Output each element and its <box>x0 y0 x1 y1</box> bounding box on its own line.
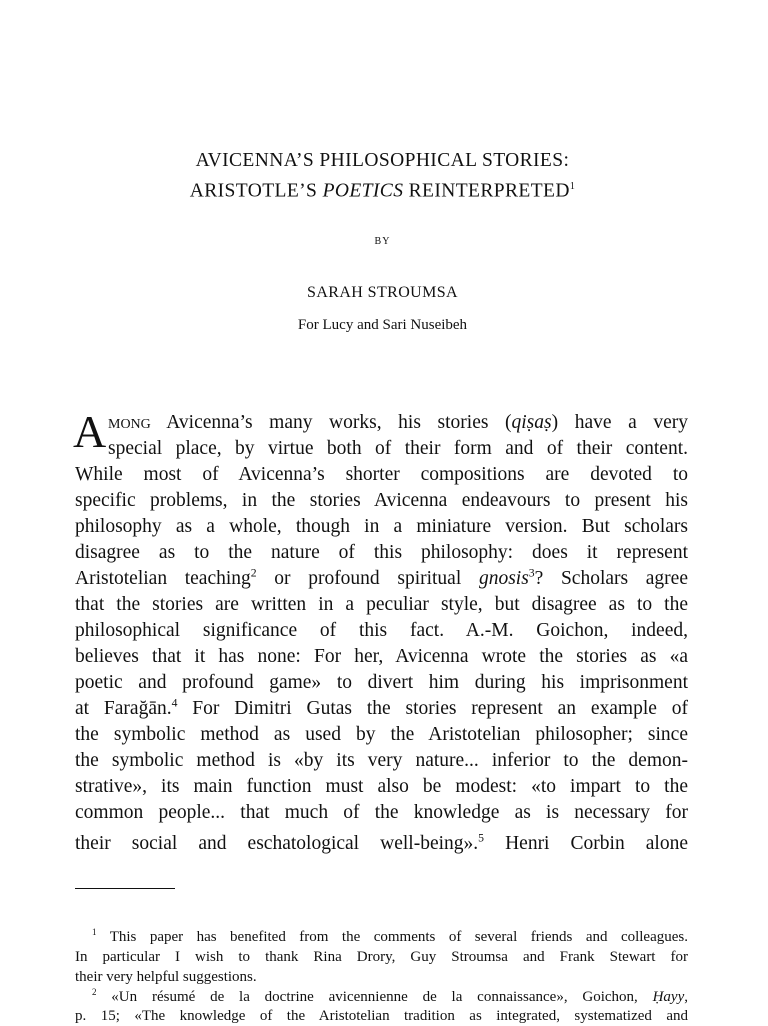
dedication: For Lucy and Sari Nuseibeh <box>297 317 468 333</box>
body-line-7 <box>75 566 688 592</box>
footnote-1-line-1 <box>92 927 688 947</box>
body-line-17-a: their social and eschatological well-being». <box>75 833 479 854</box>
body-line-16: common people... that much of the knowledge as is necessary for <box>75 802 688 823</box>
by-label: BY <box>374 236 391 247</box>
italic-hayy: Ḥayy <box>652 989 685 1005</box>
footnote-ref-5: 5 <box>478 831 485 845</box>
body-line-7-a: Aristotelian teaching <box>75 568 251 589</box>
body-line-6: disagree as to the nature of this philosophy: does it represent <box>75 542 688 563</box>
italic-qisas: qiṣaṣ <box>511 412 552 433</box>
footnote-ref-3: 3 <box>528 566 535 580</box>
body-line-17-b: Henri Corbin alone <box>484 833 688 854</box>
body-line-10: believes that it has none: For her, Avicenna wrote the stories as «a <box>75 646 688 667</box>
body-line-9: philosophical significance of this fact. A.-M. Goichon, indeed, <box>75 620 688 641</box>
body-line-1-a: Avicenna’s many works, his stories ( <box>150 412 512 433</box>
drop-cap: A <box>73 406 107 457</box>
author-name: SARAH STROUMSA <box>307 284 458 301</box>
title-footnote-marker: 1 <box>569 181 576 192</box>
footnote-2-text-1a: «Un résumé de la doctrine avicennienne de la connaissance», Goichon, <box>96 989 653 1005</box>
body-line-1-b: ) have a very <box>551 412 688 433</box>
body-line-7-b: or profound spiritual <box>256 568 479 589</box>
title-italic-poetics: POETICS <box>322 180 404 202</box>
body-line-13: the symbolic method as used by the Aristotelian philosopher; since <box>75 724 688 745</box>
body-line-17 <box>75 831 688 857</box>
body-line-12 <box>75 696 688 722</box>
body-line-12-a: at Farağān. <box>75 698 172 719</box>
body-line-15: strative», its main function must also be modest: «to impart to the <box>75 776 688 797</box>
footnote-2-number: 2 <box>92 987 97 997</box>
footnote-ref-2: 2 <box>250 566 257 580</box>
body-line-1 <box>108 410 688 436</box>
title-line-2-start: ARISTOTLE’S <box>189 180 323 202</box>
title-line-2-end: REINTERPRETED <box>403 180 570 202</box>
body-line-2: special place, by virtue both of their form and of their content. <box>108 438 688 459</box>
body-line-8: that the stories are written in a peculiar style, but disagree as to the <box>75 594 688 615</box>
footnote-ref-4: 4 <box>171 696 178 710</box>
body-line-3: While most of Avicenna’s shorter compositions are devoted to <box>75 464 688 485</box>
body-line-12-b: For Dimitri Gutas the stories represent an example of <box>177 698 688 719</box>
footnote-2-line-1 <box>92 987 688 1007</box>
footnote-1-text-1: This paper has benefited from the comments of several friends and colleagues. <box>96 929 688 945</box>
body-line-11: poetic and profound game» to divert him during his imprisonment <box>75 672 688 693</box>
article-title <box>100 148 665 205</box>
body-line-7-c: ? Scholars agree <box>534 568 688 589</box>
footnote-1-line-2: In particular I wish to thank Rina Drory, Guy Stroumsa and Frank Stewart for <box>75 949 688 965</box>
body-line-5: philosophy as a whole, though in a miniature version. But scholars <box>75 516 688 537</box>
footnote-2-line-2: p. 15; «The knowledge of the Aristotelian tradition as integrated, systematized and <box>75 1008 688 1024</box>
footnote-1-number: 1 <box>92 927 97 937</box>
footnote-2-text-1b: , <box>684 989 688 1005</box>
title-line-2 <box>100 174 665 205</box>
small-caps-opening: mong <box>108 412 151 433</box>
body-line-14: the symbolic method is «by its very nature... inferior to the demon- <box>75 750 688 771</box>
body-line-4: specific problems, in the stories Avicenna endeavours to present his <box>75 490 688 511</box>
footnote-divider <box>75 888 175 889</box>
footnote-1-line-3: their very helpful suggestions. <box>75 969 257 985</box>
title-line-1: AVICENNA’S PHILOSOPHICAL STORIES: <box>195 150 570 171</box>
italic-gnosis: gnosis <box>478 568 529 589</box>
